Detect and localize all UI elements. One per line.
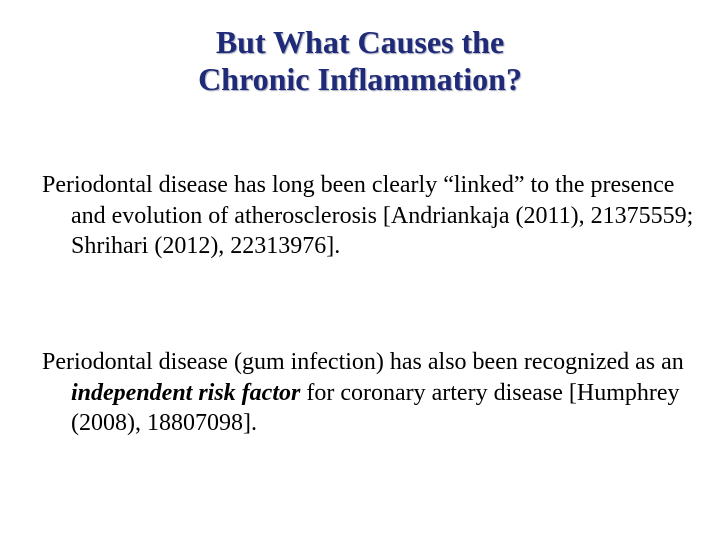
paragraph-1-text: Periodontal disease has long been clearly “linked” to the presence and evolution of atherosclerosis [Andriankaja (2011), 21375559; Shrihari (2012), 22313976]. <box>42 172 694 259</box>
paragraph-2-emphasis: independent risk factor <box>71 379 301 406</box>
paragraph-2-text-before: Periodontal disease (gum infection) has also been recognized as an <box>42 349 684 375</box>
paragraph-atherosclerosis-link <box>42 170 711 262</box>
slide-title-line-1: But What Causes the <box>215 24 505 60</box>
paragraph-independent-risk-factor <box>42 347 711 439</box>
slide-title <box>60 24 660 98</box>
slide-title-line-2: Chronic Inflammation? <box>198 61 522 97</box>
paragraph-2-text-after: for coronary artery disease [Humphrey (2008), 18807098]. <box>71 379 680 436</box>
